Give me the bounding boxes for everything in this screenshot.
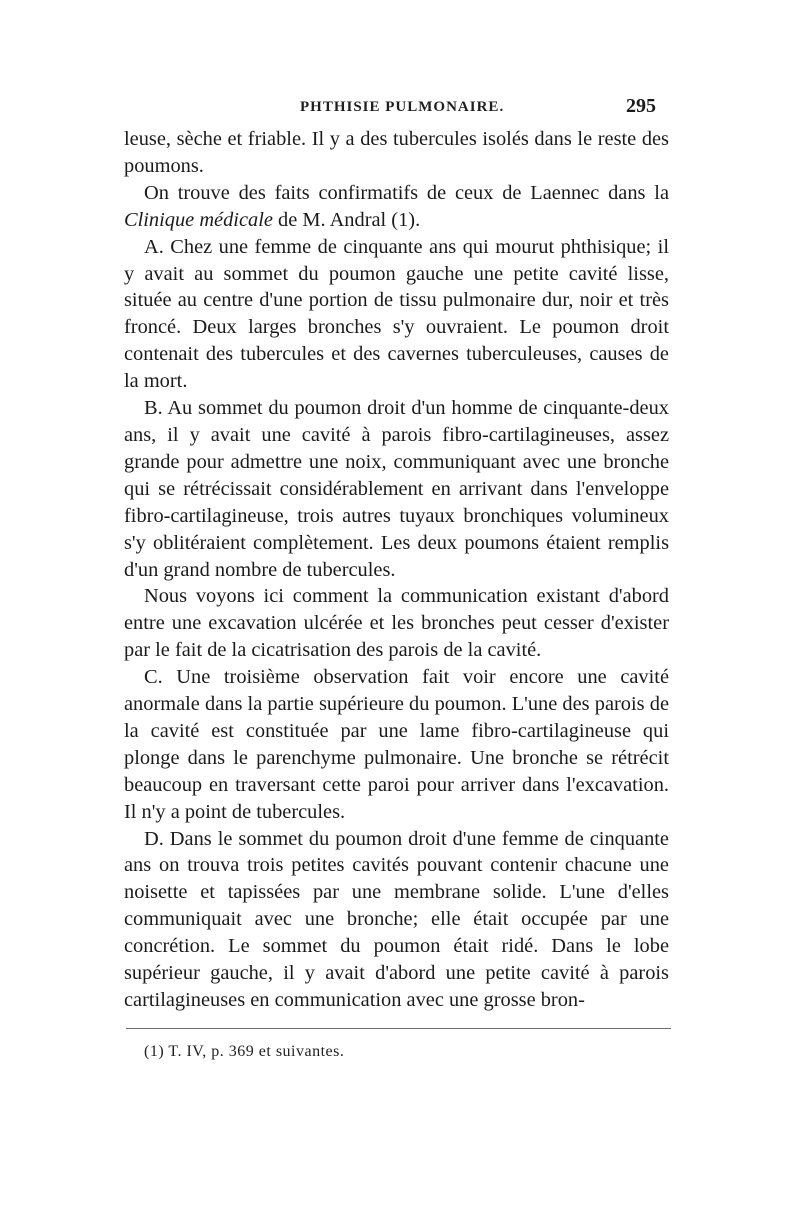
paragraph-observation-b: B. Au sommet du poumon droit d'un homme de cinquante-deux ans, il y avait une cavité à parois fibro-cartilagineuses, assez grande pour admettre une noix, communiquant avec une bronche qui se rétrécissait considérablement en arrivant dans l'enveloppe fibro-cartilagineuse, trois autres tuyaux bronchiques volumineux s'y oblitéraient complètement. Les deux poumons étaient remplis d'un grand nombre de tubercules.	[124, 397, 669, 581]
paragraph-observation-d: D. Dans le sommet du poumon droit d'une femme de cinquante ans on trouva trois petites cavités pouvant contenir chacune une noisette et tapissées par une membrane solide. L'une d'elles communiquait avec une bronche; elle était occupée par une concrétion. Le sommet du poumon était ridé. Dans le lobe supérieur gauche, il y avait d'abord une petite cavité à parois cartilagineuses en communication avec une grosse bron-	[124, 827, 669, 1011]
book-title-clinique-medicale: Clinique médicale	[124, 208, 273, 231]
paragraph-observation-a: A. Chez une femme de cinquante ans qui mourut phthisique; il y avait au sommet du poumon gauche une petite cavité lisse, située au centre d'une portion de tissu pulmonaire dur, noir et très froncé. Deux larges bronches s'y ouvraient. Le poumon droit contenait des tubercules et des cavernes tuberculeuses, causes de la mort.	[124, 235, 669, 393]
footnote-divider	[126, 1028, 671, 1029]
paragraph-observation-c: C. Une troisième observation fait voir encore une cavité anormale dans la partie supérieure du poumon. L'une des parois de la cavité est constituée par une lame fibro-cartilagineuse qui plonge dans le parenchyme pulmonaire. Une bronche se rétrécit beaucoup en traversant cette paroi pour arriver dans l'excavation. Il n'y a point de tubercules.	[124, 666, 669, 823]
page-number: 295	[626, 95, 656, 117]
paragraph-andral-reference	[124, 180, 669, 234]
body-text	[124, 126, 669, 1014]
footnote: (1) T. IV, p. 369 et suivantes.	[144, 1043, 345, 1060]
paragraph-commentary: Nous voyons ici comment la communication existant d'abord entre une excavation ulcérée et les bronches peut cesser d'exister par le fait de la cicatrisation des parois de la cavité.	[124, 585, 669, 662]
running-title: PHTHISIE PULMONAIRE.	[300, 99, 505, 115]
paragraph-andral-text-after: de M. Andral (1).	[272, 208, 421, 231]
paragraph-continuation: leuse, sèche et friable. Il y a des tubercules isolés dans le reste des poumons.	[124, 128, 669, 177]
paragraph-andral-text-before: On trouve des faits confirmatifs de ceux de Laennec dans la	[144, 181, 669, 204]
